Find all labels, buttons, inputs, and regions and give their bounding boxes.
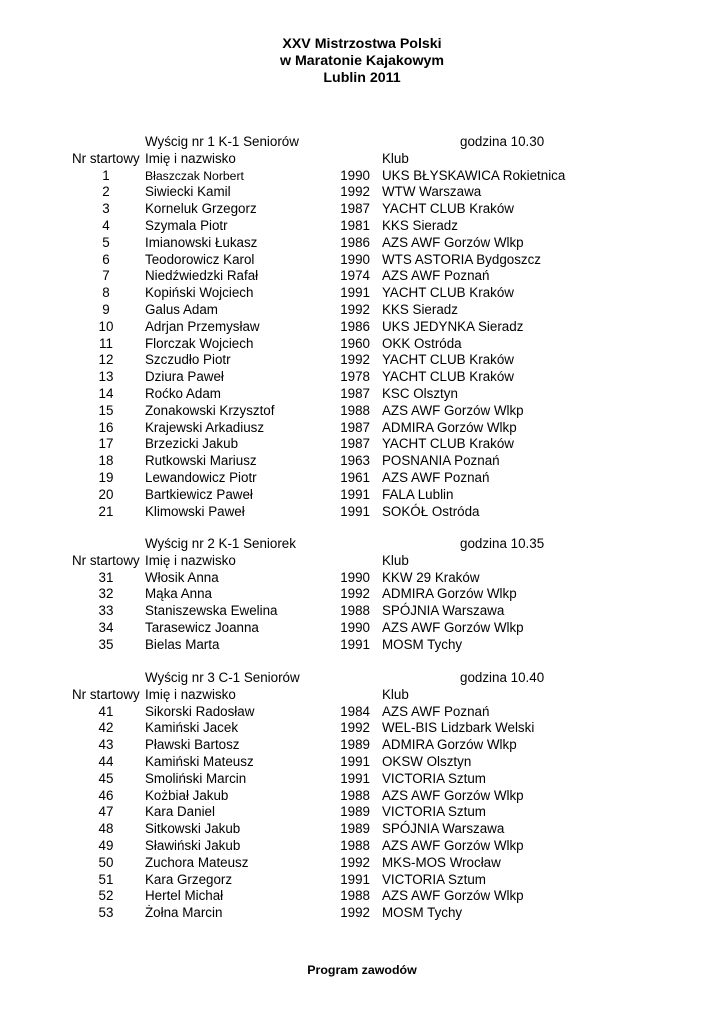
competitor-name: Rutkowski Mariusz xyxy=(145,453,257,469)
club-name: AZS AWF Gorzów Wlkp xyxy=(382,620,524,635)
start-number: 31 xyxy=(98,569,114,585)
club-name: VICTORIA Sztum xyxy=(382,871,486,887)
document-title-line-2: w Maratonie Kajakowym xyxy=(280,53,444,69)
birth-year: 1992 xyxy=(340,352,370,368)
start-number: 43 xyxy=(98,737,114,753)
page-footer: Program zawodów xyxy=(307,963,417,977)
start-number: 10 xyxy=(98,318,114,334)
document-title-line-3: Lublin 2011 xyxy=(323,70,401,86)
club-name: AZS AWF Poznań xyxy=(382,703,490,719)
club-name: MKS-MOS Wrocław xyxy=(382,854,501,870)
race-time: godzina 10.35 xyxy=(460,536,545,551)
column-header-club: Klub xyxy=(382,686,409,702)
competitor-name: Korneluk Grzegorz xyxy=(145,201,257,217)
birth-year: 1992 xyxy=(340,854,370,870)
start-number: 34 xyxy=(98,620,114,635)
birth-year: 1984 xyxy=(340,703,370,719)
competitor-name: Kamiński Mateusz xyxy=(145,754,254,769)
birth-year: 1988 xyxy=(340,603,370,619)
start-number: 4 xyxy=(102,218,110,233)
club-name: WEL-BIS Lidzbark Welski xyxy=(382,720,535,736)
birth-year: 1989 xyxy=(340,804,370,820)
club-name: WTS ASTORIA Bydgoszcz xyxy=(382,251,541,267)
competitor-name: Bartkiewicz Paweł xyxy=(145,486,253,502)
start-number: 20 xyxy=(98,486,114,502)
start-number: 32 xyxy=(98,586,114,602)
birth-year: 1987 xyxy=(340,436,370,452)
club-name: ADMIRA Gorzów Wlkp xyxy=(382,586,517,602)
club-name: YACHT CLUB Kraków xyxy=(382,436,514,452)
birth-year: 1989 xyxy=(340,821,370,837)
start-number: 17 xyxy=(98,436,114,452)
start-number: 47 xyxy=(98,804,114,820)
birth-year: 1987 xyxy=(340,201,370,217)
club-name: UKS BŁYSKAWICA Rokietnica xyxy=(382,167,566,183)
start-number: 15 xyxy=(98,402,114,418)
club-name: VICTORIA Sztum xyxy=(382,804,486,820)
birth-year: 1986 xyxy=(340,234,370,250)
competitor-name: Bielas Marta xyxy=(145,636,220,652)
column-header-name: Imię i nazwisko xyxy=(145,150,236,166)
competitor-name: Siwiecki Kamil xyxy=(145,184,231,200)
competitor-name: Imianowski Łukasz xyxy=(145,234,258,250)
start-number: 1 xyxy=(102,167,110,183)
competitor-name: Szczudło Piotr xyxy=(145,352,231,368)
birth-year: 1988 xyxy=(340,787,370,803)
start-number: 50 xyxy=(98,854,114,870)
competitor-name: Włosik Anna xyxy=(145,569,219,585)
birth-year: 1987 xyxy=(340,419,370,435)
birth-year: 1988 xyxy=(340,888,370,904)
document-title-line-1: XXV Mistrzostwa Polski xyxy=(282,36,442,52)
competitor-name: Kopiński Wojciech xyxy=(145,285,254,301)
competitor-name: Dziura Paweł xyxy=(145,369,224,385)
birth-year: 1991 xyxy=(340,486,370,502)
club-name: SPÓJNIA Warszawa xyxy=(382,821,505,837)
club-name: MOSM Tychy xyxy=(382,905,463,921)
club-name: KSC Olsztyn xyxy=(382,386,458,401)
birth-year: 1991 xyxy=(340,285,370,301)
race-title: Wyścig nr 1 K-1 Seniorów xyxy=(145,134,299,149)
start-number: 49 xyxy=(98,838,114,853)
birth-year: 1992 xyxy=(340,302,370,317)
club-name: ADMIRA Gorzów Wlkp xyxy=(382,737,517,753)
competitor-name: Roćko Adam xyxy=(145,386,221,401)
club-name: YACHT CLUB Kraków xyxy=(382,369,514,385)
club-name: VICTORIA Sztum xyxy=(382,770,486,786)
start-number: 5 xyxy=(102,234,110,250)
competitor-name: Lewandowicz Piotr xyxy=(145,470,257,485)
start-number: 9 xyxy=(102,302,110,317)
competitor-name: Galus Adam xyxy=(145,302,218,317)
club-name: SPÓJNIA Warszawa xyxy=(382,603,505,619)
start-number: 2 xyxy=(102,184,110,200)
birth-year: 1990 xyxy=(340,620,370,635)
birth-year: 1992 xyxy=(340,586,370,602)
competitor-name: Teodorowicz Karol xyxy=(145,251,255,267)
competitor-name: Klimowski Paweł xyxy=(145,503,245,519)
birth-year: 1991 xyxy=(340,871,370,887)
club-name: AZS AWF Gorzów Wlkp xyxy=(382,402,524,418)
club-name: AZS AWF Gorzów Wlkp xyxy=(382,838,524,853)
start-number: 19 xyxy=(98,470,114,485)
start-number: 11 xyxy=(99,335,113,351)
birth-year: 1974 xyxy=(340,268,370,284)
competitor-name: Mąka Anna xyxy=(145,586,212,602)
birth-year: 1989 xyxy=(340,737,370,753)
start-number: 14 xyxy=(98,386,114,401)
race-time: godzina 10.40 xyxy=(460,670,545,685)
start-number: 16 xyxy=(98,419,114,435)
club-name: KKW 29 Kraków xyxy=(382,569,480,585)
start-number: 7 xyxy=(102,268,110,284)
competitor-name: Sławiński Jakub xyxy=(145,838,241,853)
race-title: Wyścig nr 3 C-1 Seniorów xyxy=(145,670,300,685)
birth-year: 1990 xyxy=(340,251,370,267)
start-number: 45 xyxy=(98,770,114,786)
birth-year: 1991 xyxy=(340,770,370,786)
birth-year: 1991 xyxy=(340,503,370,519)
column-header-name: Imię i nazwisko xyxy=(145,552,236,568)
column-header-nr: Nr startowy xyxy=(72,552,140,568)
competitor-name: Zuchora Mateusz xyxy=(145,854,249,870)
competitor-name: Kara Daniel xyxy=(145,804,215,820)
start-number: 52 xyxy=(98,888,114,904)
start-number: 46 xyxy=(98,787,114,803)
club-name: POSNANIA Poznań xyxy=(382,453,500,469)
birth-year: 1981 xyxy=(340,218,370,233)
competitor-name: Żołna Marcin xyxy=(145,905,223,921)
competitor-name: Hertel Michał xyxy=(145,888,224,904)
start-number: 44 xyxy=(98,754,114,769)
competitor-name: Sikorski Radosław xyxy=(145,703,255,719)
club-name: YACHT CLUB Kraków xyxy=(382,285,514,301)
birth-year: 1978 xyxy=(340,369,370,385)
competitor-name: Krajewski Arkadiusz xyxy=(145,419,265,435)
competitor-name: Błaszczak Norbert xyxy=(145,168,244,183)
birth-year: 1988 xyxy=(340,402,370,418)
column-header-nr: Nr startowy xyxy=(72,686,140,702)
competitor-name: Sitkowski Jakub xyxy=(145,821,241,837)
start-number: 21 xyxy=(98,503,114,519)
race-time: godzina 10.30 xyxy=(460,134,545,149)
club-name: SOKÓŁ Ostróda xyxy=(382,503,480,519)
start-number: 3 xyxy=(102,201,110,217)
column-header-name: Imię i nazwisko xyxy=(145,686,236,702)
birth-year: 1960 xyxy=(340,335,370,351)
club-name: AZS AWF Poznań xyxy=(382,268,490,284)
competitor-name: Tarasewicz Joanna xyxy=(145,620,259,635)
birth-year: 1992 xyxy=(340,905,370,921)
birth-year: 1991 xyxy=(340,754,370,769)
column-header-club: Klub xyxy=(382,552,409,568)
birth-year: 1990 xyxy=(340,167,370,183)
competitor-name: Pławski Bartosz xyxy=(145,737,240,753)
club-name: UKS JEDYNKA Sieradz xyxy=(382,318,524,334)
birth-year: 1988 xyxy=(340,838,370,853)
competitor-name: Kożbiał Jakub xyxy=(145,787,229,803)
club-name: KKS Sieradz xyxy=(382,302,458,317)
start-number: 41 xyxy=(98,703,114,719)
club-name: ADMIRA Gorzów Wlkp xyxy=(382,419,517,435)
start-number: 48 xyxy=(98,821,114,837)
start-number: 35 xyxy=(98,636,114,652)
start-number: 13 xyxy=(98,369,114,385)
club-name: OKSW Olsztyn xyxy=(382,754,472,769)
start-number: 51 xyxy=(98,871,114,887)
column-header-nr: Nr startowy xyxy=(72,150,140,166)
competitor-name: Zonakowski Krzysztof xyxy=(145,402,275,418)
competitor-name: Brzezicki Jakub xyxy=(145,436,239,452)
club-name: AZS AWF Gorzów Wlkp xyxy=(382,888,524,904)
birth-year: 1990 xyxy=(340,569,370,585)
club-name: AZS AWF Gorzów Wlkp xyxy=(382,234,524,250)
start-number: 53 xyxy=(98,905,114,921)
competitor-name: Adrjan Przemysław xyxy=(145,318,260,334)
birth-year: 1961 xyxy=(340,470,370,485)
birth-year: 1963 xyxy=(340,453,370,469)
column-header-club: Klub xyxy=(382,150,409,166)
birth-year: 1986 xyxy=(340,318,370,334)
race-title: Wyścig nr 2 K-1 Seniorek xyxy=(145,536,296,551)
start-number: 18 xyxy=(98,453,114,469)
club-name: AZS AWF Poznań xyxy=(382,470,490,485)
competitor-name: Staniszewska Ewelina xyxy=(145,603,278,619)
competitor-name: Smoliński Marcin xyxy=(145,770,247,786)
start-number: 12 xyxy=(98,352,114,368)
birth-year: 1991 xyxy=(340,636,370,652)
birth-year: 1987 xyxy=(340,386,370,401)
start-number: 42 xyxy=(98,720,114,736)
club-name: MOSM Tychy xyxy=(382,636,463,652)
club-name: FALA Lublin xyxy=(382,486,454,502)
birth-year: 1992 xyxy=(340,184,370,200)
competitor-name: Florczak Wojciech xyxy=(145,335,254,351)
club-name: YACHT CLUB Kraków xyxy=(382,352,514,368)
club-name: OKK Ostróda xyxy=(382,335,462,351)
start-number: 33 xyxy=(98,603,114,619)
competitor-name: Kamiński Jacek xyxy=(145,720,239,736)
start-number: 8 xyxy=(102,285,110,301)
competitor-name: Szymala Piotr xyxy=(145,218,228,233)
club-name: YACHT CLUB Kraków xyxy=(382,201,514,217)
competitor-name: Niedźwiedzki Rafał xyxy=(145,268,259,284)
competitor-name: Kara Grzegorz xyxy=(145,871,233,887)
club-name: KKS Sieradz xyxy=(382,218,458,233)
start-number: 6 xyxy=(102,251,110,267)
club-name: AZS AWF Gorzów Wlkp xyxy=(382,787,524,803)
birth-year: 1992 xyxy=(340,720,370,736)
club-name: WTW Warszawa xyxy=(382,184,482,200)
